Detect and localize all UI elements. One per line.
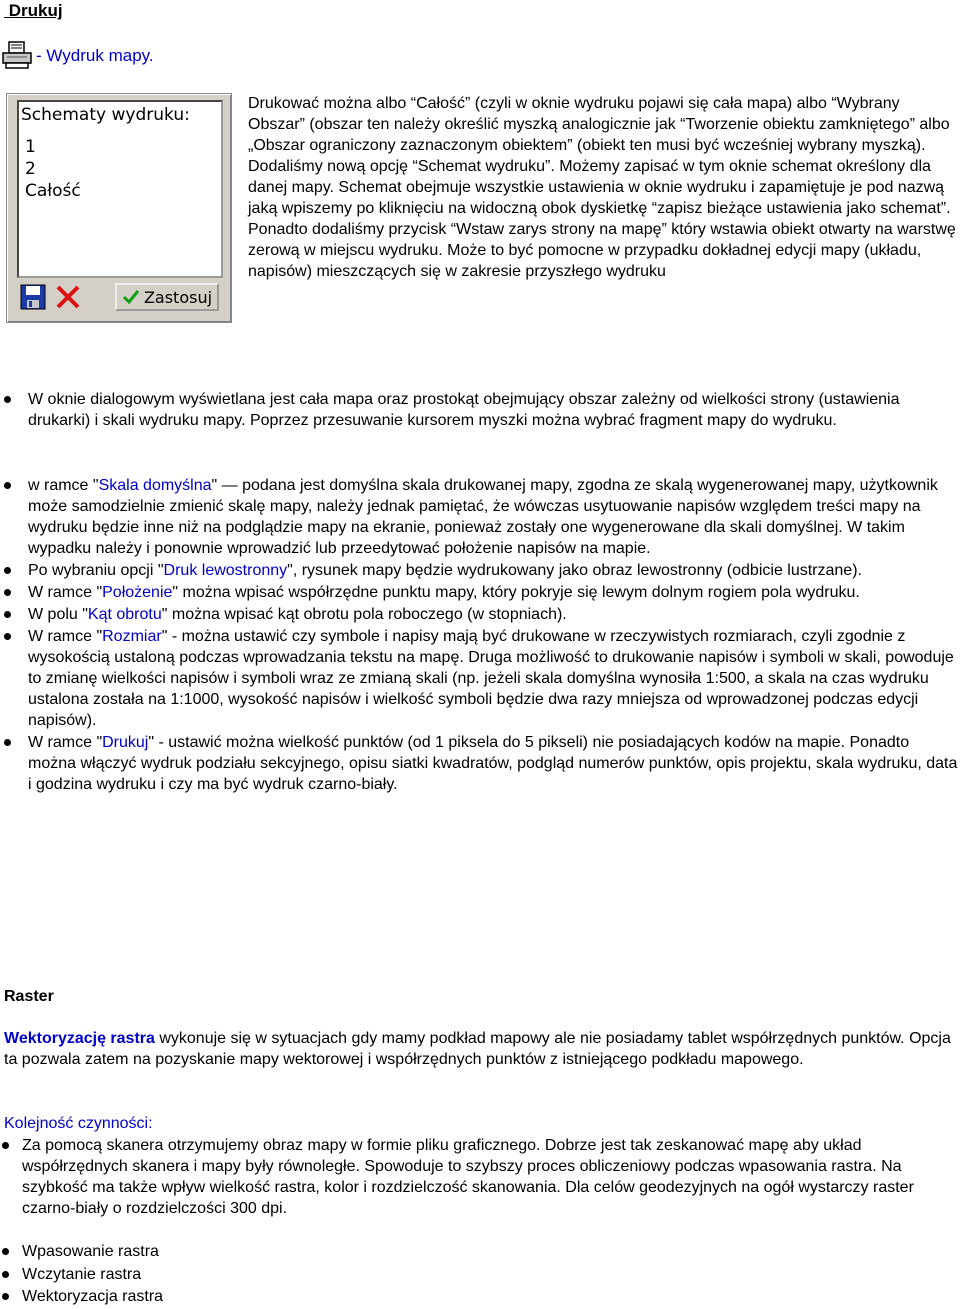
- wydruk-label: - Wydruk mapy.: [36, 45, 154, 65]
- list-item: W ramce "Rozmiar" - można ustawić czy symbole i napisy mają być drukowane w rzeczywistych rozmiarach, czyli zgodnie z wysokością ustaloną podczas wprowadzania tekstu na mapę. Druga możliwość to drukowanie napisów i symboli w skali, powoduje to zmianę wielkości napisów i symboli wraz ze zmianą skali (np. jeżeli skala domyślna wynosiła 1:500, a skala na czas wydruku ustalona została na 1:1000, wysokość napisów i wielkość symboli będzie dwa razy mniejsza od wprowadzonej podczas edycji napisów).: [0, 626, 958, 731]
- raster-paragraph: Wektoryzację rastra wykonuje się w sytuacjach gdy mamy podkład mapowy ale nie posiadamy tablet współrzędnych punktów. Opcja ta pozwala zatem na pozyskanie mapy wektorowej i współrzędnych punktów z istniejącego podkładu mapowego.: [4, 1030, 951, 1068]
- schema-listbox[interactable]: [17, 100, 223, 278]
- bullet-list-scanning: [0, 1135, 940, 1219]
- schema-list: [25, 136, 81, 202]
- wydruk-heading: [2, 40, 154, 70]
- option-name: Kąt obrotu: [87, 606, 162, 623]
- order-label: Kolejność czynności:: [4, 1115, 153, 1132]
- intro-paragraph: Drukować można albo “Całość” (czyli w oknie wydruku pojawi się cała mapa) albo “Wybrany Obszar” (obszar ten należy określić myszką analogicznie jak “Tworzenie obiektu zamkniętego” albo „Obszar ograniczony zaznaczonym obiektem” (obiekt ten musi być wcześniej wybrany myszką). Dodaliśmy nową opcję “Schemat wydruku”. Możemy zapisać w tym oknie schemat określony dla danej mapy. Schemat obejmuje wszystkie ustawienia w oknie wydruku i zapamiętuje je pod nazwą jaką wpiszemy po kliknięciu na widoczną obok dyskietkę “zapisz bieżące ustawienia jako schemat”. Ponadto dodaliśmy przycisk “Wstaw zarys strony na mapę” który wstawia obiekt otwarty na warstwę zerową w miejscu wydruku. Może to być pomocne w przypadku dokładnej edycji mapy (układu, napisów) mieszczących się w zakresie przyszłego wydruku: [248, 95, 956, 280]
- schema-item[interactable]: 2: [25, 159, 36, 179]
- schema-item[interactable]: Całość: [25, 181, 81, 201]
- option-name: Drukuj: [102, 734, 149, 751]
- list-item: W ramce "Drukuj" - ustawić można wielkość punktów (od 1 piksela do 5 pikseli) nie posiadających kodów na mapie. Ponadto można włączyć wydruk podziału sekcyjnego, opisu siatki kwadratów, podgląd numerów punktów, opis projektu, skala wydruku, data i godzina wydruku i czy ma być wydruk czarno-biały.: [0, 732, 958, 795]
- option-name: Skala domyślna: [98, 477, 212, 494]
- apply-button[interactable]: [115, 283, 219, 311]
- list-item: W ramce "Położenie" można wpisać współrzędne punktu mapy, który pokryje się lewym dolnym rogiem pola wydruku.: [0, 582, 958, 603]
- list-item: Wczytanie rastra: [0, 1264, 400, 1287]
- print-schema-panel: [6, 93, 232, 323]
- floppy-disk-icon[interactable]: [19, 283, 47, 311]
- list-item: w ramce "Skala domyślna" — podana jest domyślna skala drukowanej mapy, zgodna ze skalą wygenerowanej mapy, użytkownik może samodzielnie zmienić skalę mapy, należy jednak pamiętać, że wówczas usytuowanie napisów względem treści mapy na wydruku będzie inne niż na podglądzie mapy na ekranie, ponieważ zostały one wygenerowane dla skali domyślnej. W takim wypadku należy i ponownie wprowadzić lub przeedytować położenie napisów na mapie.: [0, 475, 958, 559]
- section-heading-raster: Raster: [4, 988, 54, 1005]
- option-name: Położenie: [102, 584, 173, 601]
- list-item: W polu "Kąt obrotu" można wpisać kąt obrotu pola roboczego (w stopniach).: [0, 604, 958, 625]
- raster-lead: Wektoryzację rastra: [4, 1030, 155, 1047]
- printer-icon: [2, 41, 32, 69]
- schema-list-label: Schematy wydruku:: [21, 105, 190, 125]
- bullet-list-steps: [0, 1241, 400, 1309]
- schema-item[interactable]: 1: [25, 137, 36, 157]
- list-item: W oknie dialogowym wyświetlana jest cała mapa oraz prostokąt obejmujący obszar zależny od wielkości strony (ustawienia drukarki) i skali wydruku mapy. Poprzez przesuwanie kursorem myszki można wybrać fragment mapy do wydruku.: [0, 389, 955, 431]
- list-item: Po wybraniu opcji "Druk lewostronny", rysunek mapy będzie wydrukowany jako obraz lewostronny (odbicie lustrzane).: [0, 560, 958, 581]
- bullet-list: [0, 389, 955, 431]
- bullet-list-options: [0, 475, 958, 796]
- list-item: Za pomocą skanera otrzymujemy obraz mapy w formie pliku graficznego. Dobrze jest tak zeskanować mapę aby układ współrzędnych skanera i mapy były równoległe. Spowoduje to szybszy proces obliczeniowy podczas wpasowania rastra. Na szybkość ma także wpływ wielkość rastra, kolor i rozdzielczość skanowania. Dla celów geodezyjnych na ogół wystarczy raster czarno-biały o rozdzielczości 300 dpi.: [0, 1135, 940, 1219]
- apply-label: Zastosuj: [143, 287, 213, 307]
- option-name: Druk lewostronny: [163, 562, 288, 579]
- checkmark-icon: [122, 289, 140, 305]
- red-x-icon[interactable]: [53, 283, 83, 311]
- list-item: Wpasowanie rastra: [0, 1241, 400, 1264]
- list-item: Wektoryzacja rastra: [0, 1286, 400, 1309]
- page-title: Drukuj: [8, 1, 63, 20]
- option-name: Rozmiar: [102, 628, 162, 645]
